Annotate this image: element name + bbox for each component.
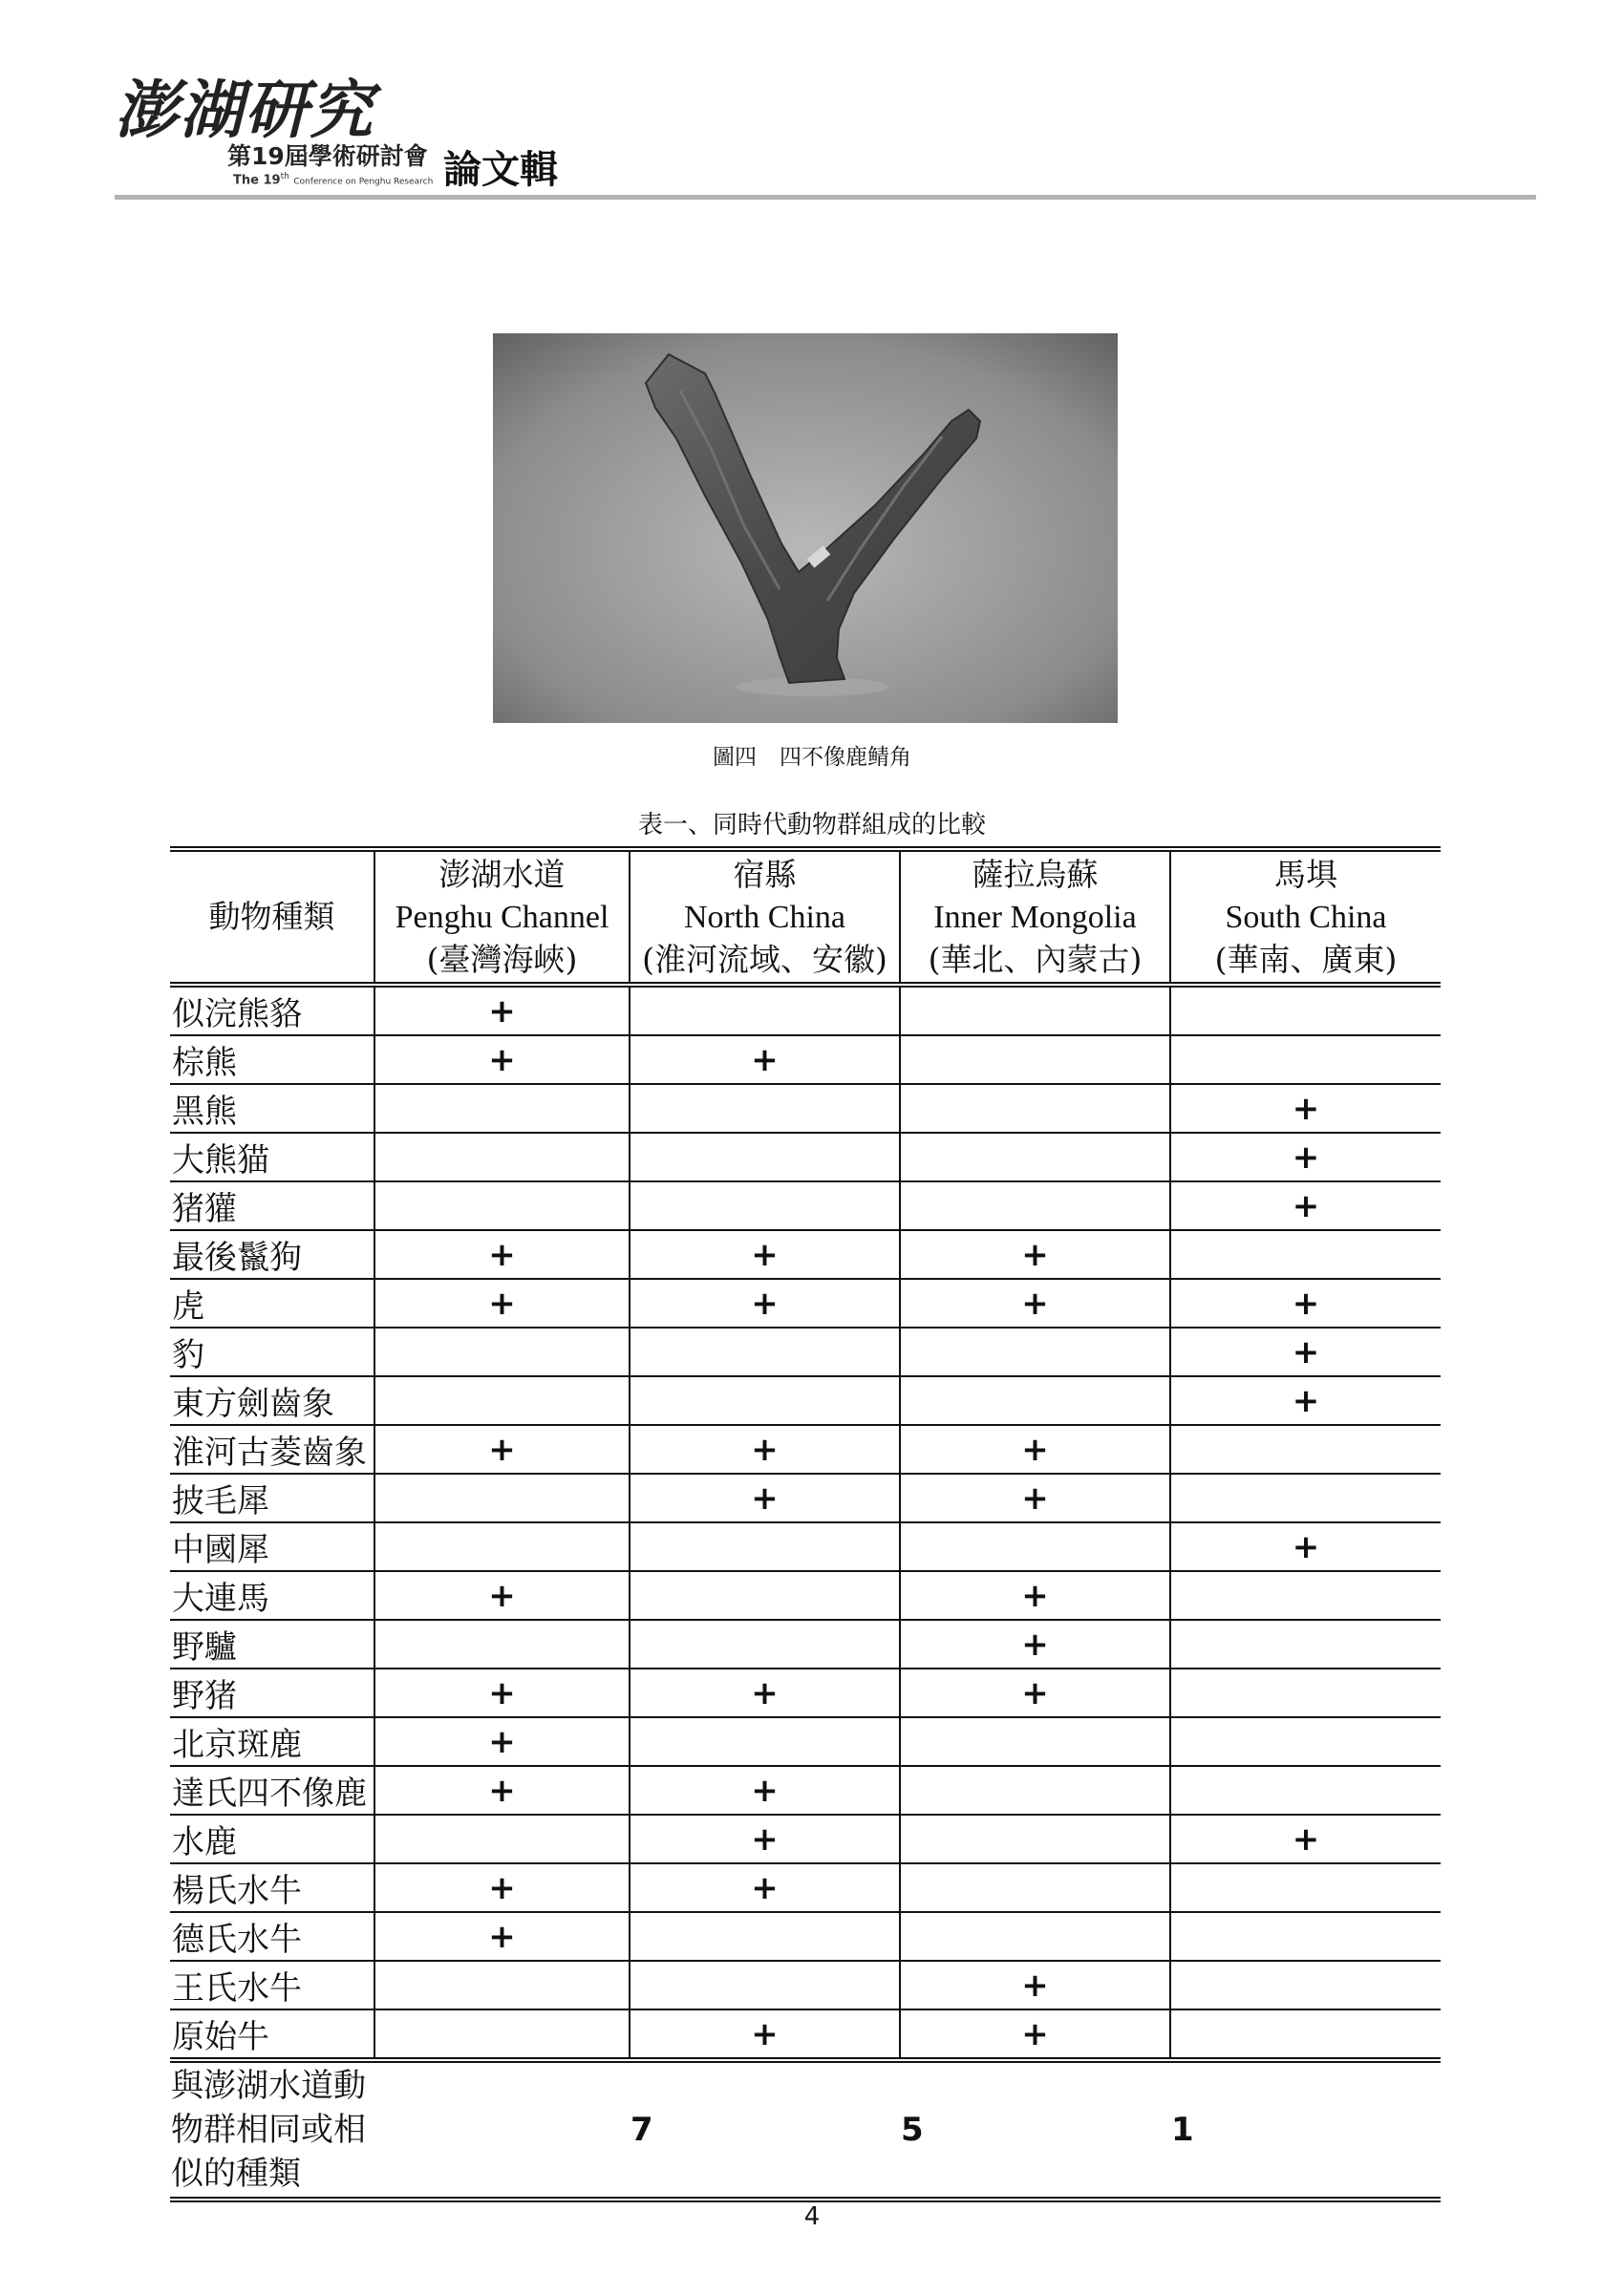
- fauna-comparison-table: [170, 846, 1441, 2202]
- table-row: [170, 1766, 1441, 1815]
- summary-count-maba: 1: [1171, 2111, 1194, 2149]
- table-row: [170, 1669, 1441, 1717]
- summary-count-suxian: 7: [630, 2111, 653, 2149]
- table-row: [170, 1035, 1441, 1084]
- presence-cell: [1170, 1522, 1441, 1571]
- presence-cell: [374, 1571, 630, 1620]
- figure-caption: 圖四 四不像鹿鲭角: [713, 745, 911, 770]
- species-name: 猪獾: [170, 1181, 374, 1230]
- presence-cell: [630, 1474, 900, 1522]
- species-name: 披毛犀: [170, 1474, 374, 1522]
- presence-cell: [900, 1522, 1170, 1571]
- presence-cell: [374, 1035, 630, 1084]
- presence-cell: [374, 1620, 630, 1669]
- presence-mark: +: [751, 1771, 779, 1810]
- presence-cell: [1170, 1863, 1441, 1912]
- page-number: 4: [803, 2202, 821, 2231]
- presence-cell: [1170, 1279, 1441, 1328]
- presence-cell: [630, 1181, 900, 1230]
- presence-mark: +: [1021, 1966, 1049, 2005]
- presence-cell: [630, 1620, 900, 1669]
- presence-mark: +: [1292, 1137, 1320, 1177]
- presence-cell: [1170, 1669, 1441, 1717]
- presence-cell: [374, 1766, 630, 1815]
- table-row: [170, 1133, 1441, 1181]
- presence-cell: [1170, 1035, 1441, 1084]
- presence-cell: [374, 1425, 630, 1474]
- table-row: [170, 1620, 1441, 1669]
- presence-cell: [374, 1863, 630, 1912]
- presence-mark: +: [751, 1235, 779, 1274]
- presence-cell: [630, 1279, 900, 1328]
- presence-mark: +: [751, 1673, 779, 1712]
- presence-mark: +: [1021, 1673, 1049, 1712]
- presence-cell: [900, 1717, 1170, 1766]
- presence-mark: +: [1021, 1235, 1049, 1274]
- presence-mark: +: [488, 991, 516, 1031]
- presence-cell: [374, 1230, 630, 1279]
- column-header-maba: 馬埧 South China (華南、廣東): [1170, 849, 1441, 985]
- presence-cell: [900, 1863, 1170, 1912]
- presence-mark: +: [1292, 1089, 1320, 1128]
- presence-mark: +: [1021, 1284, 1049, 1323]
- presence-mark: +: [1292, 1819, 1320, 1859]
- table-row: [170, 1912, 1441, 1961]
- presence-cell: [374, 1474, 630, 1522]
- summary-row: [170, 2060, 1441, 2200]
- presence-cell: [630, 1912, 900, 1961]
- presence-cell: [900, 1230, 1170, 1279]
- table-row: [170, 1522, 1441, 1571]
- presence-cell: [1170, 1328, 1441, 1376]
- presence-cell: [630, 1425, 900, 1474]
- presence-cell: [374, 985, 630, 1035]
- summary-count-penghu: [374, 2060, 630, 2200]
- journal-title: 澎湖研究: [115, 73, 374, 147]
- table-row: [170, 2009, 1441, 2060]
- presence-cell: [900, 1571, 1170, 1620]
- presence-cell: [630, 985, 900, 1035]
- table-row: [170, 1279, 1441, 1328]
- species-name: 德氏水牛: [170, 1912, 374, 1961]
- species-name: 楊氏水牛: [170, 1863, 374, 1912]
- presence-cell: [374, 1181, 630, 1230]
- species-name: 野猪: [170, 1669, 374, 1717]
- presence-mark: +: [488, 1917, 516, 1956]
- species-name: 北京斑鹿: [170, 1717, 374, 1766]
- species-name: 達氏四不像鹿: [170, 1766, 374, 1815]
- presence-mark: +: [1292, 1381, 1320, 1420]
- presence-mark: +: [1021, 1625, 1049, 1664]
- presence-cell: [1170, 2009, 1441, 2060]
- presence-mark: +: [488, 1430, 516, 1469]
- presence-cell: [374, 1912, 630, 1961]
- species-name: 淮河古菱齒象: [170, 1425, 374, 1474]
- presence-cell: [1170, 1230, 1441, 1279]
- collection-label: 論文輯: [443, 148, 558, 192]
- presence-mark: +: [1021, 1430, 1049, 1469]
- presence-cell: [900, 1815, 1170, 1863]
- conference-title-zh: 第19屆學術研討會: [227, 142, 428, 170]
- presence-mark: +: [488, 1868, 516, 1907]
- presence-cell: [630, 1035, 900, 1084]
- presence-cell: [630, 1815, 900, 1863]
- presence-mark: +: [488, 1673, 516, 1712]
- column-header-suxian: 宿縣 North China (淮河流域、安徽): [630, 849, 900, 985]
- presence-mark: +: [751, 1868, 779, 1907]
- presence-cell: [1170, 1133, 1441, 1181]
- presence-cell: [1170, 1376, 1441, 1425]
- presence-mark: +: [1292, 1527, 1320, 1566]
- presence-mark: +: [751, 2014, 779, 2053]
- table-row: [170, 1961, 1441, 2009]
- table-row: [170, 1815, 1441, 1863]
- species-name: 中國犀: [170, 1522, 374, 1571]
- presence-cell: [374, 1084, 630, 1133]
- species-name: 豹: [170, 1328, 374, 1376]
- presence-mark: +: [1021, 2014, 1049, 2053]
- presence-cell: [1170, 1717, 1441, 1766]
- table-row: [170, 1863, 1441, 1912]
- species-name: 原始牛: [170, 2009, 374, 2060]
- presence-cell: [900, 1669, 1170, 1717]
- species-name: 東方劍齒象: [170, 1376, 374, 1425]
- presence-cell: [630, 1133, 900, 1181]
- presence-cell: [900, 1912, 1170, 1961]
- presence-cell: [630, 1717, 900, 1766]
- table-row: [170, 985, 1441, 1035]
- presence-cell: [900, 1961, 1170, 2009]
- presence-mark: +: [1292, 1186, 1320, 1225]
- species-name: 水鹿: [170, 1815, 374, 1863]
- presence-mark: +: [488, 1235, 516, 1274]
- presence-cell: [1170, 1815, 1441, 1863]
- presence-cell: [1170, 1084, 1441, 1133]
- table-row: [170, 1230, 1441, 1279]
- table-title: 表一、同時代動物群組成的比較: [637, 811, 986, 840]
- presence-cell: [374, 1133, 630, 1181]
- presence-cell: [630, 1571, 900, 1620]
- presence-cell: [630, 1522, 900, 1571]
- table-body: [170, 985, 1441, 2060]
- presence-cell: [900, 1620, 1170, 1669]
- species-name: 似浣熊貉: [170, 985, 374, 1035]
- column-header-penghu: 澎湖水道 Penghu Channel (臺灣海峽): [374, 849, 630, 985]
- presence-cell: [374, 1279, 630, 1328]
- journal-logo: [115, 59, 650, 193]
- presence-cell: [1170, 1181, 1441, 1230]
- presence-mark: +: [1292, 1284, 1320, 1323]
- presence-mark: +: [488, 1284, 516, 1323]
- table-row: [170, 1084, 1441, 1133]
- presence-cell: [1170, 1912, 1441, 1961]
- table-row: [170, 1717, 1441, 1766]
- presence-cell: [630, 1669, 900, 1717]
- presence-cell: [1170, 1961, 1441, 2009]
- presence-mark: +: [751, 1284, 779, 1323]
- table-row: [170, 1181, 1441, 1230]
- presence-cell: [374, 1815, 630, 1863]
- summary-count-salawusu: 5: [901, 2111, 924, 2149]
- presence-cell: [900, 1181, 1170, 1230]
- table-row: [170, 1474, 1441, 1522]
- presence-cell: [900, 1328, 1170, 1376]
- presence-cell: [374, 1328, 630, 1376]
- table-row: [170, 1328, 1441, 1376]
- presence-cell: [900, 1474, 1170, 1522]
- species-name: 棕熊: [170, 1035, 374, 1084]
- species-name: 虎: [170, 1279, 374, 1328]
- presence-cell: [374, 1376, 630, 1425]
- presence-cell: [900, 985, 1170, 1035]
- species-name: 大連馬: [170, 1571, 374, 1620]
- species-name: 黑熊: [170, 1084, 374, 1133]
- presence-cell: [630, 1961, 900, 2009]
- presence-mark: +: [1021, 1478, 1049, 1518]
- table-row: [170, 1425, 1441, 1474]
- presence-cell: [900, 1766, 1170, 1815]
- presence-mark: +: [751, 1819, 779, 1859]
- presence-cell: [900, 1376, 1170, 1425]
- species-name: 王氏水牛: [170, 1961, 374, 2009]
- presence-cell: [630, 2009, 900, 2060]
- presence-cell: [1170, 1474, 1441, 1522]
- presence-mark: +: [751, 1430, 779, 1469]
- presence-cell: [900, 1425, 1170, 1474]
- presence-mark: +: [751, 1040, 779, 1079]
- table-header-row: [170, 849, 1441, 985]
- presence-cell: [630, 1230, 900, 1279]
- presence-cell: [900, 1133, 1170, 1181]
- presence-cell: [374, 1522, 630, 1571]
- presence-cell: [374, 2009, 630, 2060]
- presence-cell: [630, 1084, 900, 1133]
- presence-mark: +: [1292, 1332, 1320, 1371]
- column-header-salawusu: 薩拉烏蘇 Inner Mongolia (華北、內蒙古): [900, 849, 1170, 985]
- species-name: 野驢: [170, 1620, 374, 1669]
- header-rule: [115, 195, 1536, 200]
- presence-cell: [1170, 1620, 1441, 1669]
- presence-cell: [1170, 1425, 1441, 1474]
- table-row: [170, 1571, 1441, 1620]
- presence-cell: [900, 1084, 1170, 1133]
- presence-mark: +: [488, 1576, 516, 1615]
- species-name: 最後鬣狗: [170, 1230, 374, 1279]
- presence-cell: [374, 1669, 630, 1717]
- presence-cell: [630, 1376, 900, 1425]
- table-row: [170, 1376, 1441, 1425]
- presence-mark: +: [488, 1040, 516, 1079]
- presence-mark: +: [488, 1771, 516, 1810]
- species-name: 大熊猫: [170, 1133, 374, 1181]
- presence-cell: [374, 1961, 630, 2009]
- presence-cell: [630, 1766, 900, 1815]
- presence-cell: [900, 1035, 1170, 1084]
- presence-mark: +: [488, 1722, 516, 1761]
- antler-photo: [493, 333, 1118, 723]
- presence-cell: [630, 1328, 900, 1376]
- presence-cell: [1170, 1766, 1441, 1815]
- presence-cell: [630, 1863, 900, 1912]
- presence-cell: [374, 1717, 630, 1766]
- conference-title-en: The 19th Conference on Penghu Research: [233, 172, 434, 188]
- presence-cell: [900, 2009, 1170, 2060]
- presence-cell: [1170, 985, 1441, 1035]
- presence-mark: +: [751, 1478, 779, 1518]
- summary-label: 與澎湖水道動 物群相同或相 似的種類: [171, 2067, 366, 2193]
- presence-cell: [1170, 1571, 1441, 1620]
- presence-cell: [900, 1279, 1170, 1328]
- column-header-species: 動物種類: [208, 898, 335, 935]
- presence-mark: +: [1021, 1576, 1049, 1615]
